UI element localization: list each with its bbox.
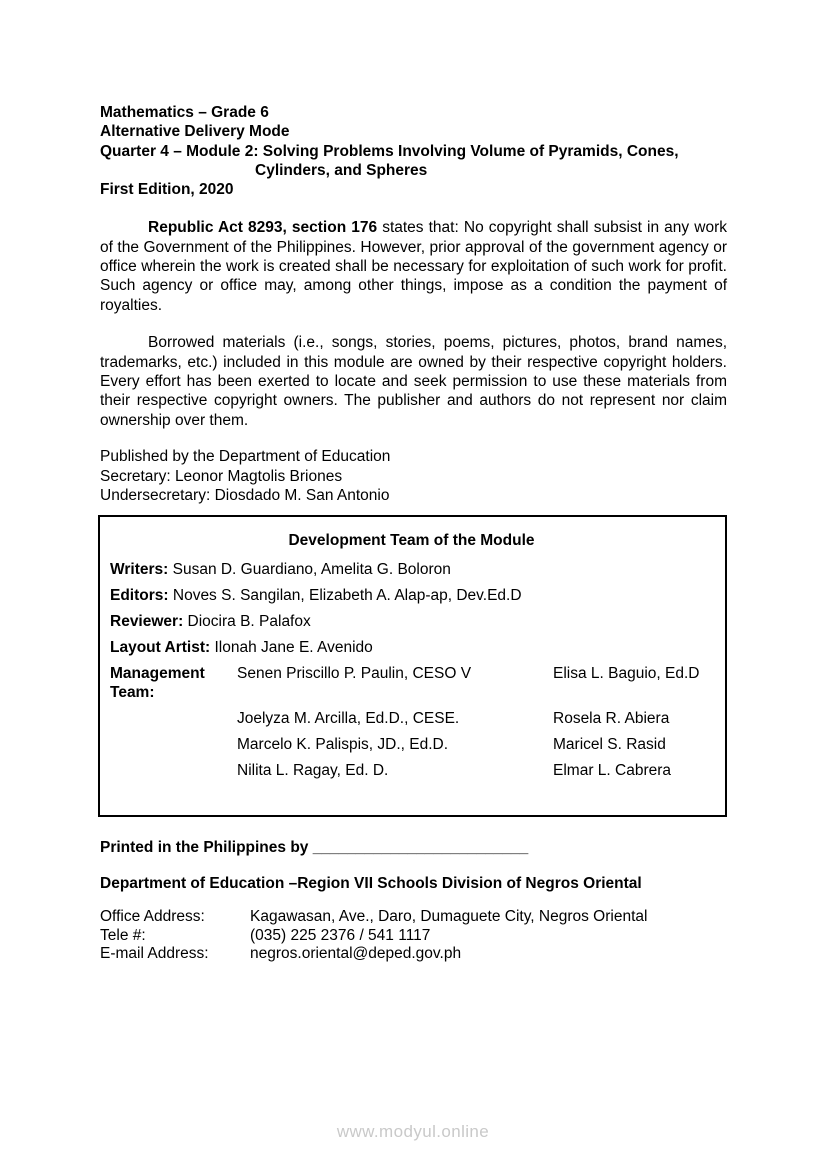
management-label-spacer	[110, 761, 237, 780]
watermark-text: www.modyul.online	[336, 1122, 490, 1141]
borrowed-materials-paragraph: Borrowed materials (i.e., songs, stories, poems, pictures, photos, brand names, trademarks, etc.) included in this module are owned by their respective copyright holders. Every effort has been exerted to locate and seek permission to use these materials from their respective copyright owners. The publisher and authors do not represent nor claim ownership over them.	[100, 334, 727, 429]
delivery-mode-line: Alternative Delivery Mode	[100, 123, 290, 141]
office-address-label: Office Address:	[100, 908, 205, 926]
module-title-line1: Quarter 4 – Module 2: Solving Problems Involving Volume of Pyramids, Cones,	[100, 142, 679, 160]
management-team-grid	[110, 664, 713, 781]
printed-by-label: Printed in the Philippines by	[100, 839, 309, 857]
subject-line: Mathematics – Grade 6	[100, 104, 269, 121]
office-address-value: Kagawasan, Ave., Daro, Dumaguete City, Negros Oriental	[250, 908, 648, 926]
module-title-line2: Cylinders, and Spheres	[255, 161, 428, 179]
copyright-paragraph	[100, 218, 727, 314]
printed-in-philippines-line	[100, 838, 727, 857]
management-name: Elmar L. Cabrera	[553, 761, 672, 779]
management-name: Marcelo K. Palispis, JD., Ed.D.	[237, 735, 449, 753]
development-team-title: Development Team of the Module	[288, 532, 535, 550]
management-name: Nilita L. Ragay, Ed. D.	[237, 761, 389, 779]
contact-block	[100, 908, 727, 964]
editors-row	[110, 586, 713, 605]
management-team-label: Management Team:	[110, 664, 205, 701]
management-name: Senen Priscillo P. Paulin, CESO V	[237, 664, 472, 682]
writers-value: Susan D. Guardiano, Amelita G. Boloron	[172, 560, 451, 578]
management-name: Maricel S. Rasid	[553, 735, 666, 753]
telephone-value: (035) 225 2376 / 541 1117	[250, 926, 431, 944]
management-name: Joelyza M. Arcilla, Ed.D., CESE.	[237, 709, 460, 727]
telephone-row	[100, 927, 727, 946]
reviewer-label: Reviewer:	[110, 612, 184, 630]
published-by-line: Published by the Department of Education	[100, 448, 391, 466]
editors-value: Noves S. Sangilan, Elizabeth A. Alap-ap, Dev.Ed.D	[172, 586, 522, 604]
edition-line: First Edition, 2020	[100, 181, 234, 199]
title-block	[100, 103, 727, 199]
development-team-box	[98, 515, 727, 817]
office-address-row	[100, 908, 727, 927]
republic-act-body: states that: No copyright shall subsist in any work of the Government of the Philippines. However, prior approval of the government agency or office wherein the work is created shall be necessary for exploitation of such work for profit. Such agency or office may, among other things, impose as a condition the payment of royalties.	[100, 219, 727, 314]
writers-row	[110, 560, 713, 579]
printer-name-blank: _________________________	[312, 839, 529, 857]
reviewer-row	[110, 612, 713, 631]
telephone-label: Tele #:	[100, 926, 146, 944]
publisher-block	[100, 447, 727, 505]
email-label: E-mail Address:	[100, 945, 209, 963]
layout-artist-value: Ilonah Jane E. Avenido	[214, 638, 373, 656]
editors-label: Editors:	[110, 586, 169, 604]
email-row	[100, 945, 727, 964]
writers-label: Writers:	[110, 560, 169, 578]
division-line: Department of Education –Region VII Schools Division of Negros Oriental	[100, 874, 642, 892]
layout-artist-label: Layout Artist:	[110, 638, 211, 656]
management-name: Elisa L. Baguio, Ed.D	[553, 664, 700, 682]
management-label-spacer	[110, 735, 237, 754]
undersecretary-line: Undersecretary: Diosdado M. San Antonio	[100, 487, 390, 505]
management-label-spacer	[110, 709, 237, 728]
secretary-line: Secretary: Leonor Magtolis Briones	[100, 467, 343, 485]
layout-artist-row	[110, 638, 713, 657]
reviewer-value: Diocira B. Palafox	[187, 612, 311, 630]
management-name: Rosela R. Abiera	[553, 709, 670, 727]
republic-act-lead: Republic Act 8293, section 176	[148, 219, 378, 237]
email-value: negros.oriental@deped.gov.ph	[250, 945, 462, 963]
